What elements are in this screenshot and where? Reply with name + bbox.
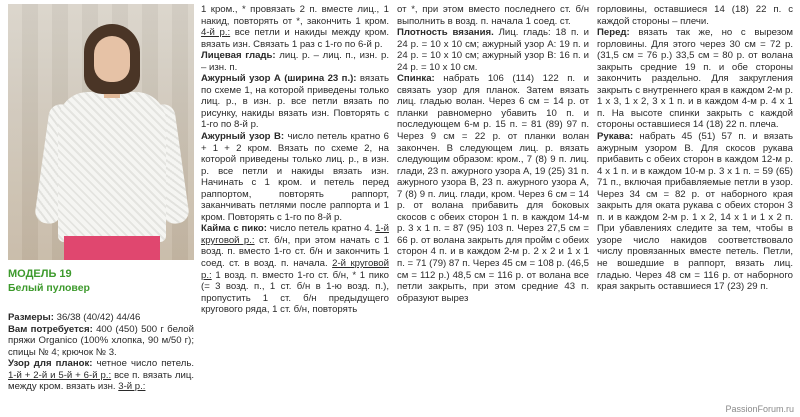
back-label: Спинка: [397, 73, 435, 85]
front-text: вязать так же, но с вырезом горловины. Для этого через 30 см = 72 р. (31,5 см = 76 р.) 33,5 см = 80 р. от волана закрыть средние 19 п. и обе стороны закончить раздельно. Для закругления закрыть с внутреннего края в каждом 2-м р. 1 х 3, 1 х 2, 3 х 1 п. и в каждом 4-м р. 4 х 1 п. На высоте спинки закрыть с каждой стороны оставшиеся 14 (18) 22 п. плеча. [597, 27, 793, 131]
gauge-text: Лиц. гладь: 18 п. и 24 р. = 10 х 10 см; ажурный узор А: 19 п. и 24 р. = 10 х 10 см; ажурный узор В: 16 п. и 24 р. = 10 х 10 см. [397, 27, 589, 73]
lace-b-text: число петель кратно 6 + 1 + 2 кром. Вязать по схеме 2, на которой приведены только лиц. р., в изн. р. все петли и накиды вязать изн. Начинать с 1 кром. и петель перед раппортом, повторять раппорт, заканчивать петлями после раппорта и 1 кром. Повторять с 1-го по 8-й р. [201, 131, 389, 223]
sizes-paragraph [8, 312, 194, 324]
back-cont-text: горловины, оставшиеся 14 (18) 22 п. с каждой стороны – плечи. [597, 4, 793, 27]
picot-edge-text-2: ст. б/н, при этом начать с 1 возд. п. вместо 1-го ст. б/н и закончить 1 соед. ст. в возд. п. начала. [201, 234, 389, 270]
picot-edge-cont-text: от *, при этом вместо последнего ст. б/н выполнить в возд. п. начала 1 соед. ст. [397, 4, 589, 27]
photo-sweater [58, 92, 166, 242]
lace-b-label: Ажурный узор В: [201, 131, 285, 143]
stockinette-label: Лицевая гладь: [201, 50, 276, 62]
gauge-paragraph [397, 27, 589, 73]
sizes-text: 36/38 (40/42) 44/46 [53, 312, 141, 323]
picot-edge-continued [397, 4, 589, 27]
lace-a-text: вязать по схеме 1, на которой приведены только лиц. р., в изн. р. все петли вязать по рисунку, накиды вязать изн. Повторять с 1-го по 8-й р. [201, 73, 389, 131]
picot-edge-text: число петель кратно 4. [266, 223, 376, 235]
front-label: Перед: [597, 27, 630, 39]
gauge-label: Плотность вязания. [397, 27, 494, 39]
column-1 [8, 312, 194, 393]
photo-pants [64, 236, 160, 260]
materials-label: Вам потребуется: [8, 323, 93, 335]
watermark: PassionForum.ru [725, 404, 794, 414]
sizes-label: Размеры: [8, 312, 54, 323]
picot-edge-text-3: 1 возд. п. вместо 1-го ст. б/н, * 1 пико (= 3 возд. п., 1 ст. б/н в 1-ю возд. п.), пропустить 1 ст. б/н предыдущего кругового ряда, 1 ст. б/н, повторять [201, 269, 389, 316]
picot-round-2: 2-й круговой р.: [201, 258, 389, 281]
border-pattern-text: четное число петель. [92, 358, 194, 370]
picot-edge-label: Кайма с пико: [201, 223, 267, 235]
photo-face [94, 36, 130, 82]
picot-round-1: 1-й круговой р.: [201, 223, 389, 246]
back-continued [597, 4, 793, 27]
border-pattern-rows-1: 1-й + 2-й и 5-й + 6-й р.: [8, 369, 112, 381]
stockinette-text: лиц. р. – лиц. п., изн. р. – изн. п. [201, 50, 389, 73]
stockinette-paragraph [201, 50, 389, 73]
back-paragraph [397, 73, 589, 304]
border-pattern-text-2: все п. вязать лиц. между кром. вязать изн. [8, 369, 194, 393]
lace-a-paragraph [201, 73, 389, 131]
border-pattern-cont-text: 1 кром., * провязать 2 п. вместе лиц., 1 накид, повторять от *, закончить 1 кром. [201, 4, 389, 27]
border-pattern-cont-text-2: все петли и накиды между кром. вязать изн. Связать 1 раз с 1-го по 6-й р. [201, 27, 389, 50]
border-pattern-row-4: 4-й р.: [201, 27, 231, 39]
materials-paragraph [8, 324, 194, 359]
column-3 [397, 4, 589, 304]
border-pattern-paragraph [8, 358, 194, 393]
sleeves-text: набрать 45 (51) 57 п. и вязать ажурным узором В. Для скосов рукава прибавить с обеих сторон в каждом 12-м р. 4 х 1 п. и в каждом 10-м р. 3 х 1 п. = 59 (65) 71 п., включая прибавляемые петли в узор. Через 34 см = 82 р. от наборного края закрыть для оката рукава с обеих сторон 3 п. и в каждом 2-м р. 1 х 2, 14 х 1 и 1 х 2 п. При убавлениях следите за тем, чтобы в узоре число накидов соответствовало числу провязанных вместе петель. Петли, не вошедшие в раппорт, вязать лиц. гладью. Через 48 см = 116 р. от наборного края закрыть оставшиеся 17 (23) 29 п. [597, 131, 793, 293]
lace-a-label: Ажурный узор А (ширина 23 п.): [201, 73, 357, 85]
lace-b-paragraph [201, 131, 389, 223]
model-subtitle: Белый пуловер [8, 282, 90, 294]
border-pattern-rows-3: 3-й р.: [118, 381, 146, 393]
sleeves-label: Рукава: [597, 131, 634, 143]
materials-text: 400 (450) 500 г белой пряжи Organico (100% хлопка, 90 м/50 г); спицы № 4; крючок № 3. [8, 323, 194, 358]
border-pattern-label: Узор для планок: [8, 358, 93, 370]
back-text: набрать 106 (114) 122 п. и связать узор для планок. Затем вязать лиц. гладью волан. Через 6 см = 14 р. от планки равномерно убавить 10 п. и последующем 6-м р. 15 п. = 81 (89) 97 п. Через 9 см = 22 р. от планки волан закончен. В следующем лиц. р. вязать следующим образом: кром., 7 (8) 9 п. лиц. глади, 23 п. ажурного узора А, 19 (25) 31 п. ажурного узора В, 23 п. ажурного узора А, 7 (8) 9 п. лиц. глади, кром. Через 6 см = 14 р. от волана прибавить для боковых скосов с обеих сторон 1 п. в каждом 14-м р. 3 х 1 п. = 87 (95) 103 п. Через 27,5 см = 66 р. от волана закрыть для пройм с обеих сторон 4 п. и в каждом 2-м р. 2 х 2 и 1 х 1 п. = 71 (79) 87 п. Через 45 см = 108 р. (46,5 см = 112 р.) 48,5 см = 116 р. от волана все петли закрыть, при этом средние 43 п. образуют вырез [397, 73, 589, 304]
sleeves-paragraph [597, 131, 793, 293]
picot-edge-paragraph [201, 223, 389, 315]
model-photo [8, 4, 194, 260]
column-4 [597, 4, 793, 293]
model-title: МОДЕЛЬ 19 [8, 268, 72, 280]
border-pattern-continued [201, 4, 389, 50]
front-paragraph [597, 27, 793, 131]
column-2 [201, 4, 389, 316]
